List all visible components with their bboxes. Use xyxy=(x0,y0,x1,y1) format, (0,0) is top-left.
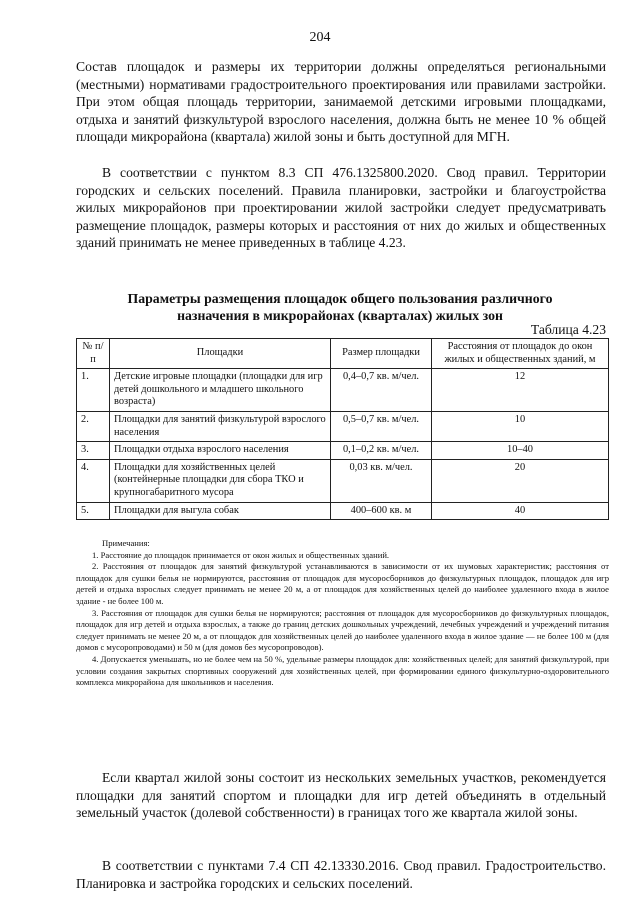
table-header-row xyxy=(77,339,609,369)
row-num: 3. xyxy=(77,442,110,460)
table-row xyxy=(77,459,609,502)
table-number: Таблица 4.23 xyxy=(530,322,606,337)
table-notes xyxy=(76,538,609,689)
row-distance: 10 xyxy=(432,411,609,441)
header-distance: Расстояния от площадок до окон жилых и общественных зданий, м xyxy=(432,339,609,369)
row-distance: 20 xyxy=(432,459,609,502)
paragraph-quarter: Если квартал жилой зоны состоит из нескольких земельных участков, рекомендуется площадки для занятий спортом и площадки для игр детей объединять в отдельный земельный участок (долевой собственности) в границах того же квартала жилой зоны. xyxy=(76,770,606,821)
row-num: 2. xyxy=(77,411,110,441)
row-name: Площадки отдыха взрослого населения xyxy=(110,442,331,460)
row-name: Площадки для хозяйственных целей (контейнерные площадки для сбора ТКО и крупногабаритного мусора xyxy=(110,459,331,502)
paragraph-sp-476: В соответствии с пунктом 8.3 СП 476.1325800.2020. Свод правил. Территории городских и сельских поселений. Правила планировки, застройки и благоустройства жилых микрорайонов при проектировании жилой застройки следует предусматривать размещение площадок, размеры которых и расстояния от них до жилых и общественных зданий принимать не менее приведенных в таблице 4.23. xyxy=(76,165,606,251)
row-distance: 40 xyxy=(432,502,609,520)
paragraph-sp-42: В соответствии с пунктами 7.4 СП 42.13330.2016. Свод правил. Градостроительство. Планировка и застройка городских и сельских поселений. xyxy=(76,858,606,891)
row-size: 0,03 кв. м/чел. xyxy=(331,459,432,502)
row-size: 0,4–0,7 кв. м/чел. xyxy=(331,369,432,412)
parameters-table xyxy=(76,338,609,520)
table-title: Параметры размещения площадок общего пользования различного назначения в микрорайонах (кварталах) жилых зон xyxy=(127,291,553,323)
row-size: 400–600 кв. м xyxy=(331,502,432,520)
note-item: 3. Расстояния от площадок для сушки белья не нормируются; расстояния от площадок для мусоросборников до физкультурных площадок, площадок для игр детей и отдыха взрослых, а также до границ детских дошкольных учреждений, лечебных учреждений и учреждений питания следует принимать не менее 20 м, а от площадок для хозяйственных целей до наиболее удаленного входа в жилое здание — не более 100 м (для домов с мусоропроводами) и 50 м (для домов без мусоропроводов). xyxy=(76,607,609,653)
row-num: 5. xyxy=(77,502,110,520)
row-num: 1. xyxy=(77,369,110,412)
row-distance: 12 xyxy=(432,369,609,412)
row-num: 4. xyxy=(77,459,110,502)
note-item: 1. Расстояние до площадок принимается от окон жилых и общественных зданий. xyxy=(92,549,390,560)
page-number: 204 xyxy=(309,30,331,45)
row-size: 0,1–0,2 кв. м/чел. xyxy=(331,442,432,460)
table-row xyxy=(77,411,609,441)
row-name: Детские игровые площадки (площадки для игр детей дошкольного и младшего школьного возраста) xyxy=(110,369,331,412)
table-row xyxy=(77,442,609,460)
paragraph-composition: Состав площадок и размеры их территории должны определяться региональными (местными) нормативами градостроительного проектирования или правилами застройки. При этом общая площадь территории, занимаемой детскими игровыми площадками, отдыха и занятий физкультурой взрослого населения, должна быть не менее 10 % общей площади микрорайона (квартала) жилой зоны и быть доступной для МГН. xyxy=(76,59,606,145)
row-name: Площадки для занятий физкультурой взрослого населения xyxy=(110,411,331,441)
row-name: Площадки для выгула собак xyxy=(110,502,331,520)
row-distance: 10–40 xyxy=(432,442,609,460)
note-item: 2. Расстояния от площадок для занятий физкультурой устанавливаются в зависимости от их шумовых характеристик; расстояния от площадок для сушки белья не нормируются, расстояния от площадок для мусоросборников до физкультурных площадок, площадок для игр детей и отдыха взрослых следует принимать не менее 20 м, а от площадок для хозяйственных целей до наиболее удаленного входа в жилое здание - не более 100 м. xyxy=(76,561,609,606)
header-num: № п/п xyxy=(77,339,110,369)
note-item: 4. Допускается уменьшать, но не более чем на 50 %, удельные размеры площадок для: хозяйственных целей; для занятий физкультурой, при условии создания закрытых спортивных сооружений для хозяйственных целей, при формировании единого физкультурно-оздоровительного комплекса микрорайона для школьников и населения. xyxy=(76,653,609,688)
notes-heading: Примечания: xyxy=(102,538,150,548)
header-name: Площадки xyxy=(110,339,331,369)
table-row xyxy=(77,369,609,412)
table-row xyxy=(77,502,609,520)
header-size: Размер площадки xyxy=(331,339,432,369)
row-size: 0,5–0,7 кв. м/чел. xyxy=(331,411,432,441)
